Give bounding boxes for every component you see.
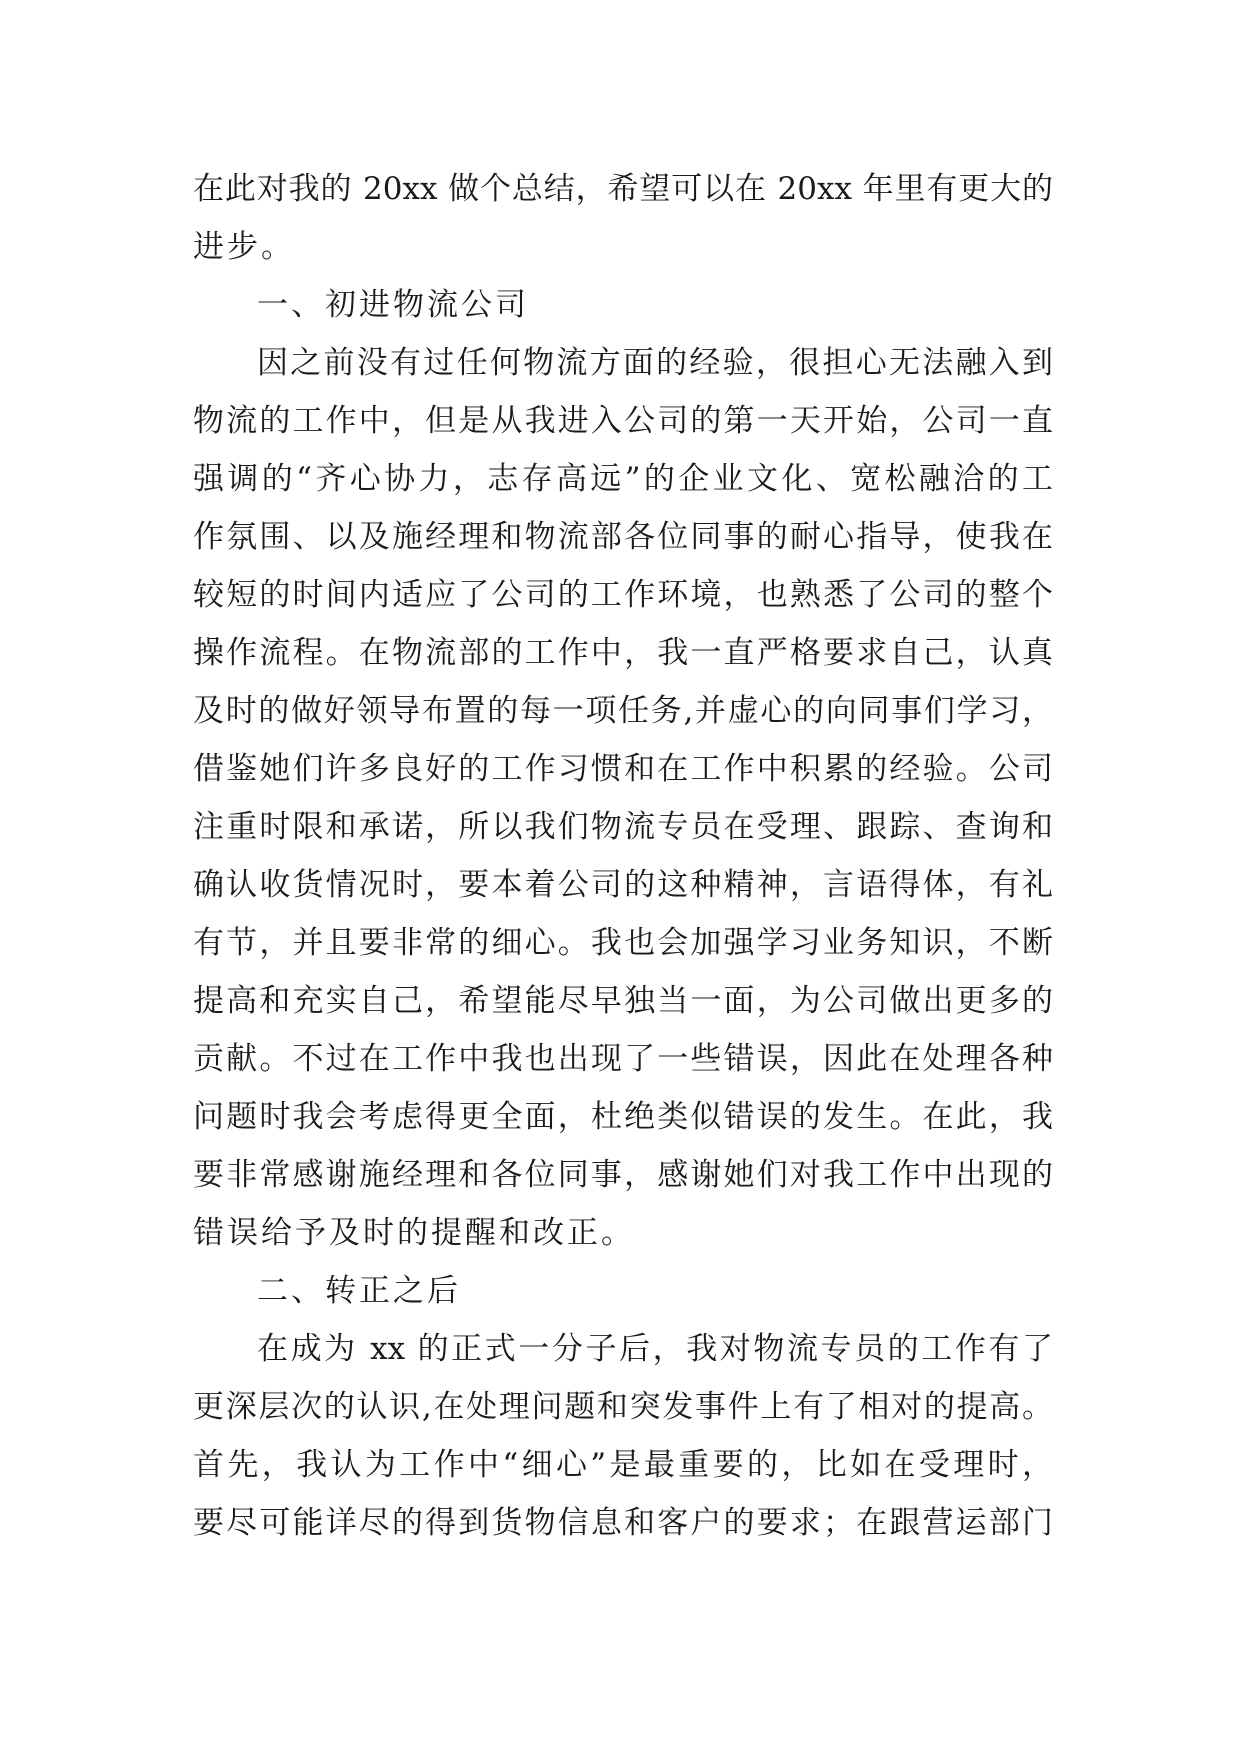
paragraph-2-line-2: 更深层次的认识,在处理问题和突发事件上有了相对的提高。 bbox=[193, 1389, 1053, 1425]
document-body bbox=[193, 160, 1053, 1552]
paragraph-1-line-6: 操作流程。在物流部的工作中，我一直严格要求自己，认真 bbox=[193, 635, 1053, 671]
paragraph-1-line-3: 强调的“齐心协力，志存高远”的企业文化、宽松融洽的工 bbox=[193, 461, 1053, 497]
section-heading-1: 一、初进物流公司 bbox=[257, 287, 529, 323]
paragraph-1-line-15: 要非常感谢施经理和各位同事，感谢她们对我工作中出现的 bbox=[193, 1157, 1053, 1193]
section-heading-2: 二、转正之后 bbox=[257, 1273, 461, 1309]
paragraph-intro-line-1: 在此对我的 20xx 做个总结，希望可以在 20xx 年里有更大的 bbox=[193, 171, 1053, 207]
paragraph-2-line-1: 在成为 xx 的正式一分子后，我对物流专员的工作有了 bbox=[257, 1331, 1053, 1367]
paragraph-1-line-14: 问题时我会考虑得更全面，杜绝类似错误的发生。在此，我 bbox=[193, 1099, 1053, 1135]
paragraph-2-line-3: 首先，我认为工作中“细心”是最重要的，比如在受理时， bbox=[193, 1447, 1053, 1483]
paragraph-1-line-2: 物流的工作中，但是从我进入公司的第一天开始，公司一直 bbox=[193, 403, 1053, 439]
paragraph-1-line-11: 有节，并且要非常的细心。我也会加强学习业务知识，不断 bbox=[193, 925, 1053, 961]
paragraph-1-line-5: 较短的时间内适应了公司的工作环境，也熟悉了公司的整个 bbox=[193, 577, 1053, 613]
paragraph-1-line-10: 确认收货情况时，要本着公司的这种精神，言语得体，有礼 bbox=[193, 867, 1053, 903]
paragraph-2-line-4: 要尽可能详尽的得到货物信息和客户的要求；在跟营运部门 bbox=[193, 1505, 1053, 1541]
paragraph-1-line-1: 因之前没有过任何物流方面的经验，很担心无法融入到 bbox=[257, 345, 1053, 381]
paragraph-1-line-13: 贡献。不过在工作中我也出现了一些错误，因此在处理各种 bbox=[193, 1041, 1053, 1077]
paragraph-intro-line-2: 进步。 bbox=[193, 229, 295, 265]
paragraph-1-line-16: 错误给予及时的提醒和改正。 bbox=[193, 1215, 635, 1251]
paragraph-1-line-8: 借鉴她们许多良好的工作习惯和在工作中积累的经验。公司 bbox=[193, 751, 1053, 787]
paragraph-1-line-7: 及时的做好领导布置的每一项任务,并虚心的向同事们学习， bbox=[193, 693, 1053, 729]
paragraph-1-line-4: 作氛围、以及施经理和物流部各位同事的耐心指导，使我在 bbox=[193, 519, 1053, 555]
paragraph-1-line-12: 提高和充实自己，希望能尽早独当一面，为公司做出更多的 bbox=[193, 983, 1053, 1019]
paragraph-1-line-9: 注重时限和承诺，所以我们物流专员在受理、跟踪、查询和 bbox=[193, 809, 1053, 845]
